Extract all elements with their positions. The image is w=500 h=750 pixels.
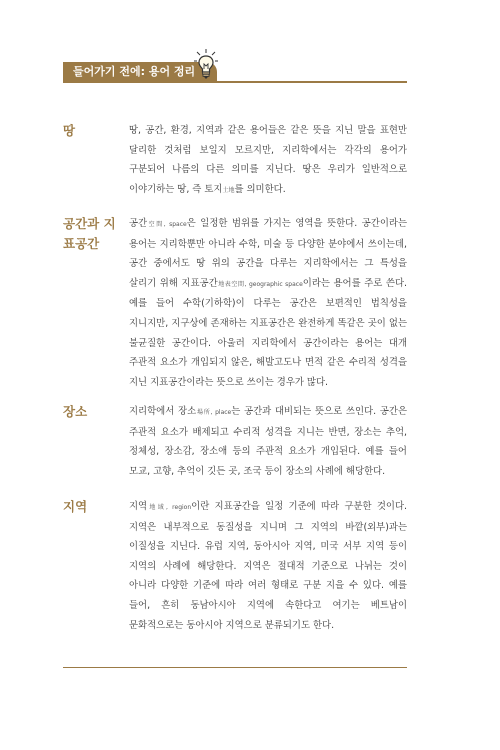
lightbulb-icon — [194, 49, 218, 81]
gloss-text: 場所, place — [196, 409, 232, 416]
definition-text: 은 일정한 범위를 가지는 영역을 뜻한다. 공간이라는 용어는 지리학뿐만 아니라 수학, 미술 등 다양한 분야에서 쓰이는데, 공간 중에서도 땅 위의 공간을 다루는 지리학에서는 그 특성을 살리기 위해 지표공간 — [129, 218, 408, 289]
gloss-text: 土地 — [222, 186, 235, 194]
gloss-text: 地域, region — [147, 504, 192, 511]
definition-text: 지역 — [129, 501, 148, 512]
definition-text: 를 의미한다. — [234, 183, 286, 195]
term-heading: 공간과 지표공간 — [63, 216, 116, 251]
definition-text: 이라는 용어를 주로 쓴다. 예를 들어 수학(기하학)이 다루는 공간은 보편적인 법칙성을 지니지만, 지구상에 존재하는 지표공간은 완전하게 똑같은 곳이 없는 불균질한 공간이다. 아울러 지리학에서 공간이라는 용어는 대개 주관적 요소가 개입되지 않은, 해발고도나 면적 같은 수리적 성격을 지닌 지표공간이라는 뜻으로 쓰이는 경우가 많다. — [129, 277, 408, 388]
term-heading: 지역 — [63, 499, 88, 514]
term-heading: 장소 — [63, 404, 88, 419]
header-divider — [63, 81, 407, 83]
definition-text: 는 공간과 대비되는 뜻으로 쓰인다. 공간은 주관적 요소가 배제되고 수리적 성격을 지니는 반면, 장소는 추억, 정체성, 장소감, 장소애 등의 주관적 요소가 개입된다. 예를 들어 모교, 고향, 추억이 깃든 곳, 조국 등이 장소의 사례에 해당한다. — [129, 406, 407, 477]
definition-text: 이란 지표공간을 일정 기준에 따라 구분한 것이다. 지역은 내부적으로 동질성을 지니며 그 지역의 바깥(외부)과는 이질성을 지닌다. 유럽 지역, 동아시아 지역, 미국 서부 지역 등이 지역의 사례에 해당한다. 지역은 절대적 기준으로 나뉘는 것이 아니라 다양한 기준에 따라 여러 형태로 구분 지을 수 있다. 예를 들어, 흔히 동남아시아 지역에 속한다고 여기는 베트남이 문화적으로는 동아시아 지역으로 분류되기도 한다. — [129, 501, 407, 631]
definition-text: 공간 — [129, 218, 148, 229]
section-land — [63, 121, 407, 201]
section-space — [63, 214, 408, 388]
term-definition — [129, 497, 407, 635]
term-definition — [129, 121, 407, 200]
gloss-text: 空間, space — [147, 221, 187, 228]
definition-text: 땅, 공간, 환경, 지역과 같은 용어들은 같은 뜻을 지닌 말을 표현만 달리한 것처럼 보일지 모르지만, 지리학에서는 각각의 용어가 구분되어 나름의 다른 의미를 지닌다. 땅은 우리가 일반적으로 이야기하는 땅, 즉 토지 — [129, 125, 407, 195]
section-header-title: 들어가기 전에: 용어 정리 — [73, 65, 196, 78]
gloss-text: 地表空間, geographic space — [217, 280, 303, 288]
term-definition — [129, 402, 407, 481]
term-definition — [129, 214, 407, 392]
definition-text: 지리학에서 장소 — [129, 406, 197, 417]
section-region — [63, 497, 407, 637]
term-heading: 땅 — [63, 123, 76, 138]
footer-divider — [63, 667, 407, 668]
section-place — [63, 402, 407, 482]
